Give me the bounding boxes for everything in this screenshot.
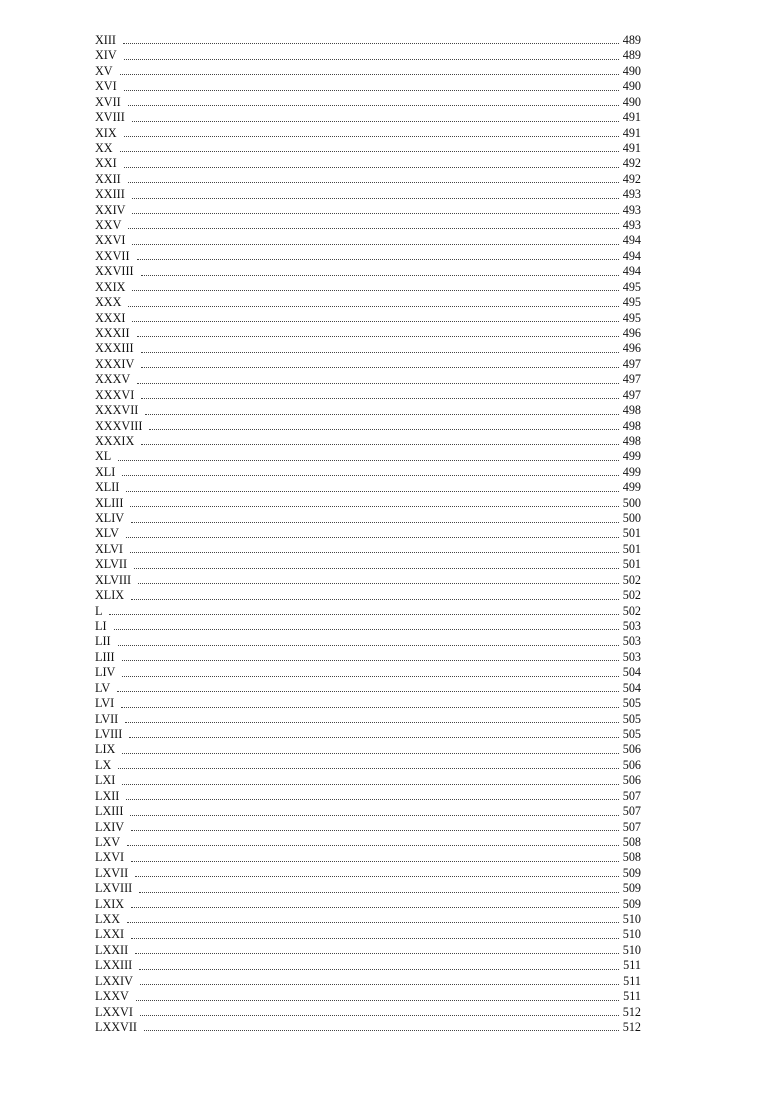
dot-leader	[135, 875, 619, 877]
toc-entry-page-number: 506	[622, 742, 641, 757]
toc-entry-label: LV	[95, 680, 111, 695]
toc-entry[interactable]	[95, 634, 641, 649]
dot-leader	[128, 181, 619, 183]
toc-entry-page-number: 497	[622, 356, 641, 371]
toc-entry[interactable]	[95, 465, 641, 480]
toc-entry[interactable]	[95, 218, 641, 233]
toc-entry-label: LXIV	[95, 819, 125, 834]
toc-entry-page-number: 500	[622, 495, 641, 510]
dot-leader	[140, 983, 619, 985]
dot-leader	[120, 73, 619, 75]
toc-entry-page-number: 505	[622, 696, 641, 711]
toc-entry[interactable]	[95, 820, 641, 835]
toc-entry-page-number: 498	[622, 433, 641, 448]
toc-entry[interactable]	[95, 403, 641, 418]
toc-entry-label: LXXI	[95, 927, 125, 942]
toc-entry-page-number: 501	[622, 526, 641, 541]
dot-leader	[124, 166, 619, 168]
toc-entry-page-number: 501	[622, 541, 641, 556]
toc-entry-label: XXXVIII	[95, 418, 143, 433]
toc-entry-page-number: 509	[622, 881, 641, 896]
toc-entry-label: LXXIV	[95, 973, 133, 988]
toc-entry[interactable]	[95, 943, 641, 958]
toc-entry-label: LX	[95, 757, 112, 772]
toc-entry[interactable]	[95, 419, 641, 434]
toc-entry-page-number: 508	[622, 850, 641, 865]
toc-entry-label: XIV	[95, 48, 117, 63]
toc-entry-page-number: 507	[622, 788, 641, 803]
toc-entry-page-number: 504	[622, 665, 641, 680]
dot-leader	[138, 582, 619, 584]
toc-entry[interactable]	[95, 804, 641, 819]
toc-entry-page-number: 502	[622, 572, 641, 587]
toc-entry-label: LXXIII	[95, 958, 133, 973]
dot-leader	[127, 921, 619, 923]
toc-entry-label: XXXIX	[95, 433, 135, 448]
toc-entry-label: LI	[95, 619, 107, 634]
toc-entry[interactable]	[95, 912, 641, 927]
toc-entry-label: XXVIII	[95, 264, 134, 279]
toc-entry-page-number: 492	[622, 171, 641, 186]
dot-leader	[141, 397, 618, 399]
toc-entry-page-number: 511	[623, 989, 641, 1004]
dot-leader	[122, 474, 618, 476]
toc-entry-page-number: 496	[622, 326, 641, 340]
toc-entry-page-number: 505	[622, 711, 641, 726]
toc-entry[interactable]	[95, 233, 641, 248]
toc-entry-label: XVI	[95, 79, 117, 94]
toc-entry[interactable]	[95, 989, 641, 1004]
toc-entry[interactable]	[95, 665, 641, 680]
toc-entry[interactable]	[95, 557, 641, 572]
toc-entry-page-number: 502	[622, 603, 641, 618]
toc-entry[interactable]	[95, 357, 641, 372]
toc-entry[interactable]	[95, 789, 641, 804]
toc-entry-label: XXX	[95, 295, 122, 310]
dot-leader	[132, 197, 619, 199]
toc-entry[interactable]	[95, 758, 641, 773]
dot-leader	[132, 212, 618, 214]
toc-entry[interactable]	[95, 850, 641, 865]
toc-entry[interactable]	[95, 527, 641, 542]
dot-leader	[132, 320, 618, 322]
toc-entry[interactable]	[95, 326, 641, 341]
toc-entry-page-number: 497	[622, 387, 641, 402]
toc-entry[interactable]	[95, 388, 641, 403]
toc-entry-page-number: 500	[622, 511, 641, 526]
toc-entry-label: LVII	[95, 711, 119, 726]
toc-entry[interactable]	[95, 897, 641, 912]
toc-entry-page-number: 491	[622, 125, 641, 140]
dot-leader	[126, 798, 618, 800]
toc-entry[interactable]	[95, 927, 641, 942]
dot-leader	[145, 413, 618, 415]
toc-entry[interactable]	[95, 712, 641, 727]
toc-entry-page-number: 490	[622, 79, 641, 94]
toc-entry-label: XLI	[95, 464, 116, 479]
toc-entry[interactable]	[95, 372, 641, 387]
dot-leader	[120, 150, 619, 152]
toc-entry-page-number: 496	[622, 341, 641, 356]
toc-entry-label: XXXVI	[95, 387, 135, 402]
dot-leader	[128, 305, 618, 307]
toc-entry-label: XXV	[95, 218, 122, 233]
toc-entry-page-number: 509	[622, 865, 641, 880]
toc-entry-page-number: 511	[623, 958, 641, 973]
toc-entry-label: XLVII	[95, 557, 128, 572]
toc-entry-page-number: 499	[622, 464, 641, 479]
dot-leader	[129, 736, 618, 738]
dot-leader	[124, 89, 619, 91]
toc-entry[interactable]	[95, 110, 641, 125]
toc-entry[interactable]	[95, 249, 641, 264]
toc-entry[interactable]	[95, 974, 641, 989]
dot-leader	[132, 289, 618, 291]
toc-entry-label: XX	[95, 140, 113, 155]
dot-leader	[124, 58, 619, 60]
toc-entry[interactable]	[95, 311, 641, 326]
toc-entry-label: XVIII	[95, 110, 125, 125]
toc-entry-page-number: 512	[622, 1004, 641, 1019]
toc-entry[interactable]	[95, 126, 641, 141]
toc-entry-label: XV	[95, 63, 113, 78]
dot-leader	[141, 274, 619, 276]
toc-entry-label: XLII	[95, 480, 120, 495]
toc-entry-page-number: 494	[622, 264, 641, 279]
toc-entry-label: XLIV	[95, 511, 125, 526]
dot-leader	[140, 1014, 619, 1016]
toc-entry-label: XXII	[95, 171, 121, 186]
toc-entry-label: LIV	[95, 665, 116, 680]
dot-leader	[137, 382, 619, 384]
toc-entry[interactable]	[95, 773, 641, 788]
toc-entry[interactable]	[95, 604, 641, 619]
toc-entry-label: XXXI	[95, 310, 126, 325]
toc-entry-label: XXVII	[95, 248, 130, 263]
toc-entry[interactable]	[95, 64, 641, 79]
dot-leader	[121, 706, 619, 708]
toc-entry-page-number: 495	[622, 310, 641, 325]
toc-entry-label: LXII	[95, 788, 120, 803]
toc-entry-label: XXXV	[95, 372, 131, 387]
dot-leader	[135, 952, 619, 954]
dot-leader	[137, 335, 619, 337]
toc-entry-page-number: 489	[622, 32, 641, 47]
toc-entry-page-number: 506	[622, 757, 641, 772]
toc-entry-page-number: 510	[622, 942, 641, 957]
toc-entry[interactable]	[95, 449, 641, 464]
dot-leader	[137, 258, 619, 260]
dot-leader	[131, 860, 619, 862]
toc-entry[interactable]	[95, 727, 641, 742]
toc-entry-page-number: 489	[622, 48, 641, 63]
toc-entry[interactable]	[95, 619, 641, 634]
dot-leader	[118, 644, 619, 646]
dot-leader	[122, 752, 618, 754]
toc-entry-label: LIII	[95, 649, 115, 664]
toc-entry[interactable]	[95, 742, 641, 757]
toc-entry-label: XLV	[95, 526, 119, 541]
dot-leader	[128, 104, 619, 106]
toc-entry[interactable]	[95, 958, 641, 973]
toc-entry[interactable]	[95, 573, 641, 588]
toc-entry-label: XXI	[95, 156, 117, 171]
toc-entry-label: LII	[95, 634, 111, 649]
toc-entry[interactable]	[95, 511, 641, 526]
dot-leader	[144, 1029, 619, 1031]
toc-entry-label: LXIX	[95, 896, 125, 911]
dot-leader	[130, 551, 619, 553]
toc-entry-label: XXXVII	[95, 403, 139, 418]
dot-leader	[136, 999, 619, 1001]
toc-entry[interactable]	[95, 295, 641, 310]
dot-leader	[109, 613, 618, 615]
toc-entry-page-number: 494	[622, 248, 641, 263]
toc-entry[interactable]	[95, 480, 641, 495]
dot-leader	[130, 505, 618, 507]
toc-entry-label: XLVI	[95, 541, 123, 556]
toc-entry-page-number: 493	[622, 202, 641, 217]
toc-entry-label: XLVIII	[95, 572, 132, 587]
toc-entry[interactable]	[95, 172, 641, 187]
toc-entry[interactable]	[95, 156, 641, 171]
toc-entry-page-number: 493	[622, 218, 641, 233]
dot-leader	[132, 243, 618, 245]
toc-entry-label: LVIII	[95, 726, 123, 741]
toc-entry-label: LXXVI	[95, 1004, 133, 1019]
dot-leader	[118, 767, 618, 769]
toc-entry-page-number: 503	[622, 619, 641, 634]
toc-entry[interactable]	[95, 866, 641, 881]
toc-entry-label: LXVIII	[95, 881, 133, 896]
toc-entry-label: XIII	[95, 32, 116, 47]
table-of-contents	[95, 33, 641, 1035]
toc-entry-page-number: 501	[622, 557, 641, 572]
toc-entry-label: LXX	[95, 912, 121, 927]
toc-entry[interactable]	[95, 1005, 641, 1020]
toc-entry-page-number: 512	[622, 1019, 641, 1034]
toc-entry-label: LVI	[95, 696, 115, 711]
toc-entry-label: LXXII	[95, 942, 129, 957]
toc-entry[interactable]	[95, 434, 641, 449]
dot-leader	[141, 366, 618, 368]
toc-entry-page-number: 503	[622, 649, 641, 664]
dot-leader	[125, 721, 618, 723]
toc-entry-label: XXIV	[95, 202, 126, 217]
toc-entry-label: XXIII	[95, 187, 125, 202]
toc-entry-page-number: 510	[622, 927, 641, 942]
toc-entry-label: XIX	[95, 125, 117, 140]
dot-leader	[128, 227, 618, 229]
toc-entry-page-number: 491	[622, 140, 641, 155]
dot-leader	[131, 937, 619, 939]
dot-leader	[122, 783, 618, 785]
toc-entry-page-number: 498	[622, 418, 641, 433]
toc-entry-page-number: 495	[622, 279, 641, 294]
toc-entry[interactable]	[95, 881, 641, 896]
toc-entry-page-number: 494	[622, 233, 641, 248]
dot-leader	[130, 814, 618, 816]
toc-entry[interactable]	[95, 681, 641, 696]
dot-leader	[114, 628, 619, 630]
toc-entry-page-number: 490	[622, 94, 641, 109]
dot-leader	[149, 428, 618, 430]
toc-entry[interactable]	[95, 1020, 641, 1035]
toc-entry[interactable]	[95, 588, 641, 603]
dot-leader	[122, 659, 619, 661]
dot-leader	[131, 521, 619, 523]
dot-leader	[131, 598, 619, 600]
toc-entry-label: LXI	[95, 773, 116, 788]
dot-leader	[131, 829, 619, 831]
toc-entry[interactable]	[95, 542, 641, 557]
toc-entry-page-number: 503	[622, 634, 641, 649]
toc-entry[interactable]	[95, 203, 641, 218]
toc-entry[interactable]	[95, 79, 641, 94]
toc-entry-label: XVII	[95, 94, 121, 109]
toc-entry-label: LXVII	[95, 865, 129, 880]
toc-entry-page-number: 509	[622, 896, 641, 911]
toc-entry-label: XL	[95, 449, 112, 464]
toc-entry[interactable]	[95, 496, 641, 511]
toc-entry[interactable]	[95, 835, 641, 850]
toc-entry[interactable]	[95, 48, 641, 63]
toc-entry-page-number: 507	[622, 804, 641, 819]
toc-entry-page-number: 505	[622, 726, 641, 741]
dot-leader	[117, 690, 619, 692]
dot-leader	[139, 968, 619, 970]
toc-entry[interactable]	[95, 33, 641, 48]
toc-entry-page-number: 511	[623, 973, 641, 988]
toc-entry-label: LXXV	[95, 989, 129, 1004]
dot-leader	[139, 891, 618, 893]
toc-entry-page-number: 504	[622, 680, 641, 695]
toc-entry-page-number: 499	[622, 449, 641, 464]
toc-entry-page-number: 510	[622, 912, 641, 927]
toc-entry-page-number: 506	[622, 773, 641, 788]
dot-leader	[126, 536, 619, 538]
toc-entry-page-number: 495	[622, 295, 641, 310]
toc-entry-label: XXVI	[95, 233, 126, 248]
toc-entry[interactable]	[95, 187, 641, 202]
toc-entry-label: LXVI	[95, 850, 125, 865]
toc-entry[interactable]	[95, 280, 641, 295]
toc-entry-label: XXXIII	[95, 341, 134, 356]
toc-entry-page-number: 493	[622, 187, 641, 202]
dot-leader	[122, 675, 618, 677]
dot-leader	[131, 906, 619, 908]
toc-entry-page-number: 491	[622, 110, 641, 125]
toc-entry-label: L	[95, 603, 103, 618]
toc-entry-label: XLIII	[95, 495, 124, 510]
toc-list	[95, 33, 641, 1035]
toc-entry-label: LXXVII	[95, 1019, 137, 1034]
toc-entry-label: XXXIV	[95, 356, 135, 371]
toc-entry[interactable]	[95, 95, 641, 110]
dot-leader	[132, 120, 619, 122]
dot-leader	[126, 490, 618, 492]
toc-entry[interactable]	[95, 264, 641, 279]
toc-entry-page-number: 508	[622, 834, 641, 849]
toc-entry-page-number: 499	[622, 480, 641, 495]
toc-entry-page-number: 502	[622, 588, 641, 603]
toc-entry-page-number: 497	[622, 372, 641, 387]
toc-entry-label: LXIII	[95, 804, 124, 819]
dot-leader	[123, 42, 619, 44]
toc-entry[interactable]	[95, 141, 641, 156]
toc-entry-page-number: 507	[622, 819, 641, 834]
dot-leader	[141, 443, 618, 445]
dot-leader	[134, 567, 619, 569]
toc-entry-label: XXXII	[95, 326, 130, 340]
dot-leader	[141, 351, 619, 353]
toc-entry-page-number: 498	[622, 403, 641, 418]
toc-entry-label: LXV	[95, 834, 121, 849]
dot-leader	[118, 459, 618, 461]
toc-entry-label: LIX	[95, 742, 116, 757]
dot-leader	[127, 844, 619, 846]
toc-entry[interactable]	[95, 696, 641, 711]
toc-entry-label: XLIX	[95, 588, 125, 603]
toc-entry[interactable]	[95, 341, 641, 356]
toc-entry-page-number: 490	[622, 63, 641, 78]
toc-entry-label: XXIX	[95, 279, 126, 294]
dot-leader	[124, 135, 619, 137]
toc-entry-page-number: 492	[622, 156, 641, 171]
toc-entry[interactable]	[95, 650, 641, 665]
